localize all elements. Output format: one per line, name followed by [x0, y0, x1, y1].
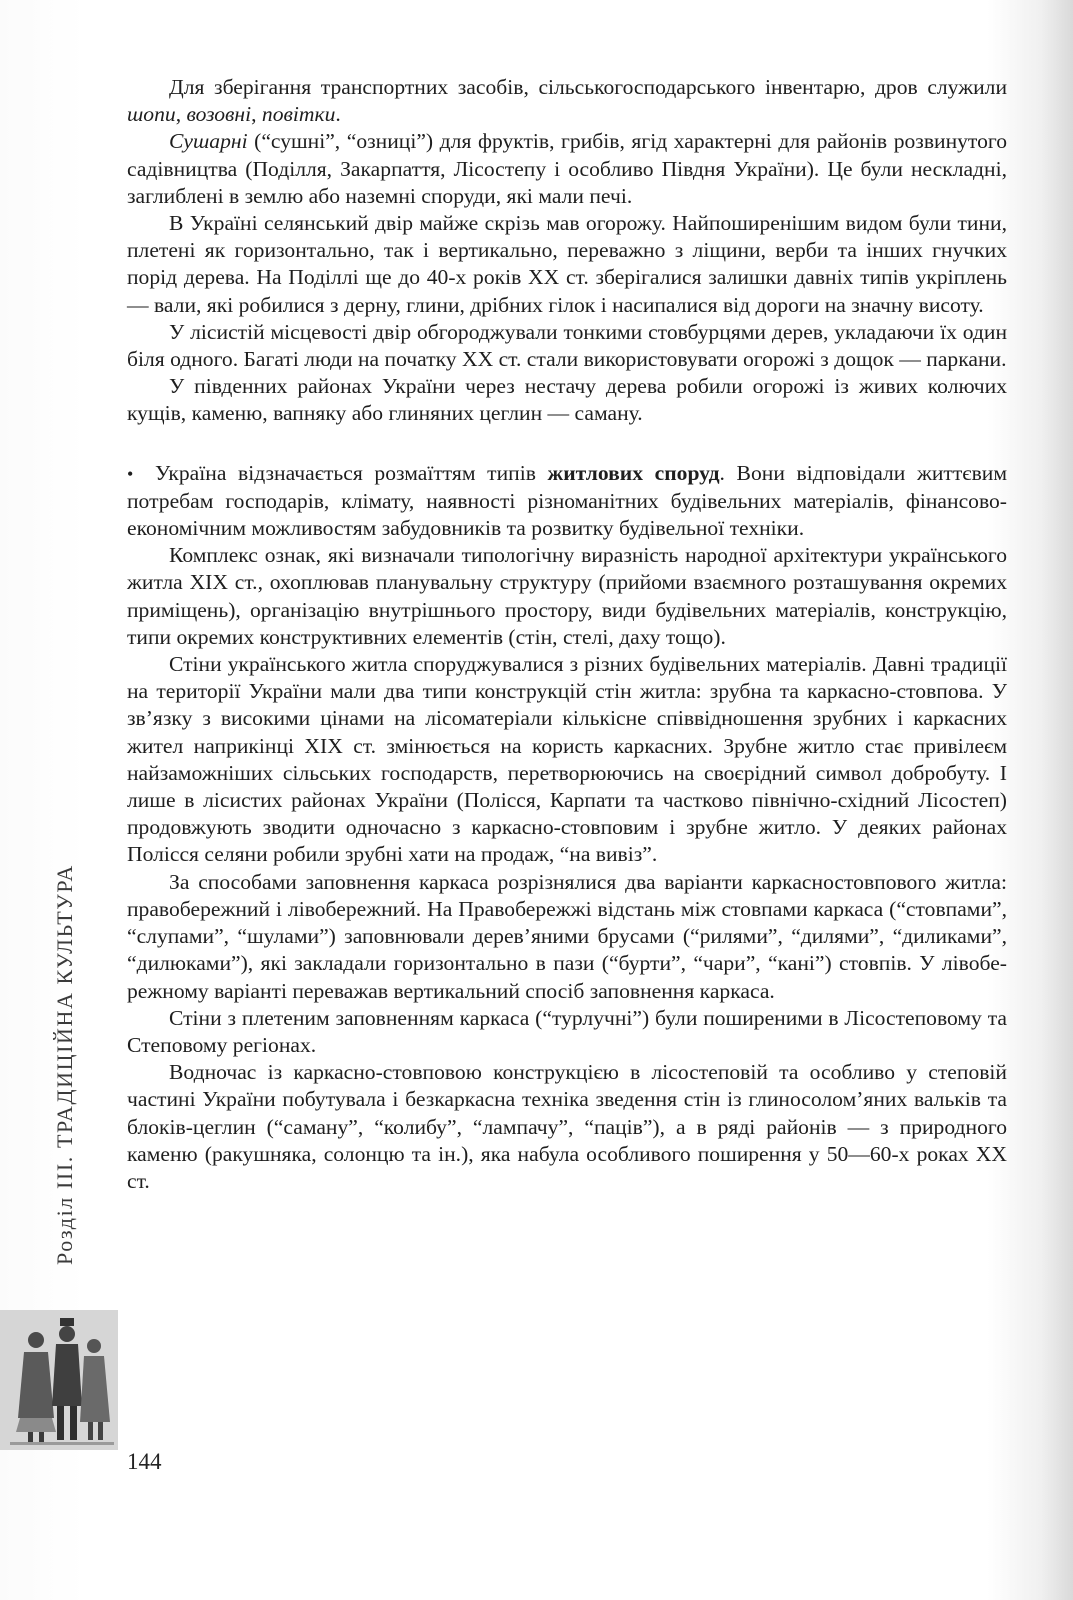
paragraph-fences: В Україні селянський двір майже скрізь мав огорожу. Найпоширенішим видом були тини, плетені як горизонтально, так і вертикально, переважно з ліщини, верби та інших гнучких порід дерева. На Поділлі ще до 40-х років XX ст. зберігалися залишки давніх типів укріплень — вали, які робилися з дерну, глини, дрібних гілок і насипалися від дороги на значну висоту.: [127, 211, 1007, 317]
term-susharni: Сушарні: [169, 129, 248, 154]
paragraph-walls: Стіни українського житла споруджувалися з різних будівельних матеріалів. Давні традиції на території України мали два типи конструкцій стін житла: зрубна та каркасно-стовпова. У зв’язку з високими цінами на лісоматеріали кількісне співвідношення зрубних і каркасних жител наприкінці XIX ст. змінюється на користь каркасних. Зрубне житло стає привілеєм найзаможніших сільських господарств, перетворюючись на своєрідний символ добробуту. І лише в лісистих районах України (Полісся, Карпати та частково північно-східний Лісостеп) продовжують зводити одночасно з каркасно-стовповим і зрубне житло. У деяких районах Полісся селяни робили зрубні хати на продаж, “на вивіз”.: [127, 652, 1007, 867]
paragraph-frame-filling: За способами заповнення каркаса розрізнялися два варіанти каркасностовпового житла: правобережний і лівобережний. На Правобережжі відстань між стовпами каркаса (“стовпами”, “слупами”, “шулами”) заповнювали дерев’яними брусами (“рилями”, “дилями”, “диликами”, “дилюками”), які закладали горизонтально в пази (“бурти”, “чари”, “кані”) стовпів. У лівобережному варіанті переважав вертикальний спосіб заповнення каркаса.: [127, 869, 1007, 1003]
bullet-icon: •: [127, 463, 134, 484]
term-shopy: шопи: [127, 102, 176, 127]
term-vozovni: возовні: [186, 102, 252, 127]
body-text: [127, 74, 1007, 1195]
paragraph-forest-fences: У лісистій місцевості двір обгороджували тонкими стовбурцями дерев, укладаючи їх один біля одного. Багаті люди на початку XX ст. стали використовувати огорожі з дощок — паркани.: [127, 319, 1007, 372]
paragraph-dwellings: • Україна відзначається розмаїттям типів житлових споруд. Вони відповідали життєвим потребам господарів, клімату, наявності різноманітних будівельних матеріалів, фінансово-економічним можливостям забудовників та розвитку будівельної техніки.: [127, 460, 1007, 541]
page-number: 144: [127, 1449, 162, 1474]
paragraph-architecture-features: Комплекс ознак, які визначали типологічну виразність народної архітектури українського житла XIX ст., охоплював планувальну структуру (прийоми взаємного розташування окремих приміщень), організацію внутрішнього простору, види будівельних матеріалів, конструкцію, типи окремих конструктивних елементів (стін, стелі, даху тощо).: [127, 543, 1007, 649]
term-povitky: повітки: [261, 102, 336, 127]
section-title: Розділ ІІІ. ТРАДИЦІЙНА КУЛЬТУРА: [52, 864, 77, 1265]
paragraph-frameless-technique: Водночас із каркасно-стовповою конструкцією в лісостеповій та особливо у степовій частині України побутувала і безкаркасна техніка зведення стін із глиносолом’яних вальків та блоків-цеглин (“саману”, “колибу”, “лампачу”, “паців”), а в ряді районів — з природного каменю (ракушняка, солонцю та ін.), яка набула особливого поширення у 50—60-х роках XX ст.: [127, 1060, 1007, 1193]
paragraph-south-fences: У південних районах України через нестачу дерева робили огорожі із живих колючих кущів, каменю, вапняку або глиняних цеглин — саману.: [127, 374, 1007, 426]
term-dwellings: житлових споруд: [547, 460, 720, 485]
paragraph-drying-houses: Сушарні (“сушні”, “озниці”) для фруктів, грибів, ягід характерні для районів розвинутого садівництва (Поділля, Закарпаття, Лісостепу і особливо Півдня України). Це були нескладні, заглиблені в землю або наземні споруди, які мали печі.: [127, 129, 1007, 208]
paragraph-wattle-walls: Стіни з плетеним заповненням каркаса (“турлучні”) були поширеними в Лісостеповому та Степовому регіонах.: [127, 1005, 1007, 1057]
paragraph-storage-buildings: Для зберігання транспортних засобів, сільськогосподарського інвентарю, дров служили шопи, возовні, повітки.: [127, 75, 1007, 127]
folk-costume-figures-icon: [0, 1310, 118, 1450]
